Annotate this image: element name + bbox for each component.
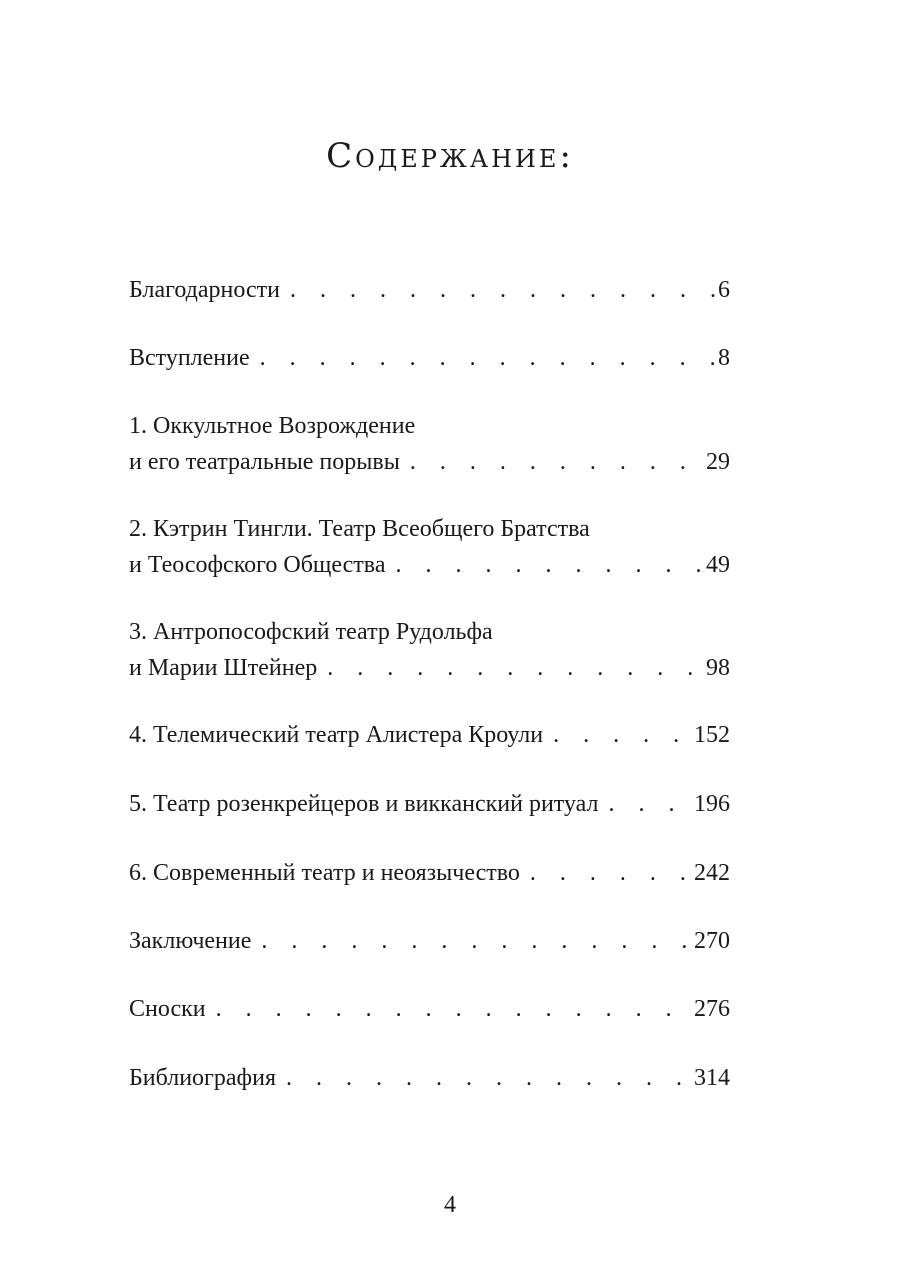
toc-entry-title: Благодарности — [129, 277, 280, 303]
dot-leader — [317, 650, 706, 686]
dot-leader — [276, 1060, 694, 1096]
toc-entry-title: Сноски — [129, 996, 206, 1022]
page-title: Содержание: — [326, 136, 574, 176]
toc-entry-title: Заключение — [129, 928, 252, 954]
page-number: 4 — [444, 1192, 456, 1218]
dot-leader — [400, 444, 706, 480]
toc-entry-page: 242 — [694, 860, 730, 886]
dot-leader — [598, 786, 694, 822]
dot-leader — [520, 855, 694, 891]
toc-entry-title: Вступление — [129, 345, 250, 371]
toc-entry-page: 6 — [718, 277, 730, 303]
toc-entry-title-continued: и Теософского Общества — [129, 552, 386, 578]
toc-entry-chapter-5[interactable] — [129, 786, 730, 822]
toc-entry-page: 270 — [694, 928, 730, 954]
dot-leader — [280, 272, 718, 308]
toc-entry-title: 4. Телемический театр Алистера Кроули — [129, 722, 544, 748]
toc-entry-page: 29 — [706, 449, 730, 475]
toc-entry-introduction[interactable] — [129, 340, 730, 376]
dot-leader — [543, 717, 694, 753]
toc-entry-bibliography[interactable] — [129, 1060, 730, 1096]
toc-entry-title: 6. Современный театр и неоязычество — [129, 860, 520, 886]
toc-entry-title-continued: и Марии Штейнер — [129, 655, 318, 681]
dot-leader — [385, 547, 706, 583]
toc-entry-chapter-4[interactable] — [129, 717, 730, 753]
toc-entry-page: 98 — [706, 655, 730, 681]
toc-entry-title: Библиография — [129, 1065, 276, 1091]
toc-entry-title: 1. Оккультное Возрождение — [129, 413, 416, 439]
toc-entry-page: 276 — [694, 996, 730, 1022]
dot-leader — [250, 340, 718, 376]
toc-entry-page: 314 — [694, 1065, 730, 1091]
dot-leader — [206, 991, 694, 1027]
toc-entry-title: 3. Антропософский театр Рудольфа — [129, 619, 493, 645]
toc-entry-conclusion[interactable] — [129, 923, 730, 959]
toc-entry-title-continued: и его театральные порывы — [129, 449, 400, 475]
toc-entry-page: 8 — [718, 345, 730, 371]
toc-entry-title: 5. Театр розенкрейцеров и викканский ритуал — [129, 791, 599, 817]
toc-entry-notes[interactable] — [129, 991, 730, 1027]
toc-entry-page: 196 — [694, 791, 730, 817]
dot-leader — [251, 923, 694, 959]
toc-entry-page: 49 — [706, 552, 730, 578]
toc-entry-chapter-1[interactable] — [129, 408, 730, 480]
toc-entry-acknowledgements[interactable] — [129, 272, 730, 308]
toc-entry-chapter-2[interactable] — [129, 511, 730, 583]
toc-entry-title: 2. Кэтрин Тингли. Театр Всеобщего Братства — [129, 516, 590, 542]
toc-entry-chapter-6[interactable] — [129, 855, 730, 891]
toc-entry-page: 152 — [694, 722, 730, 748]
toc-entry-chapter-3[interactable] — [129, 614, 730, 686]
